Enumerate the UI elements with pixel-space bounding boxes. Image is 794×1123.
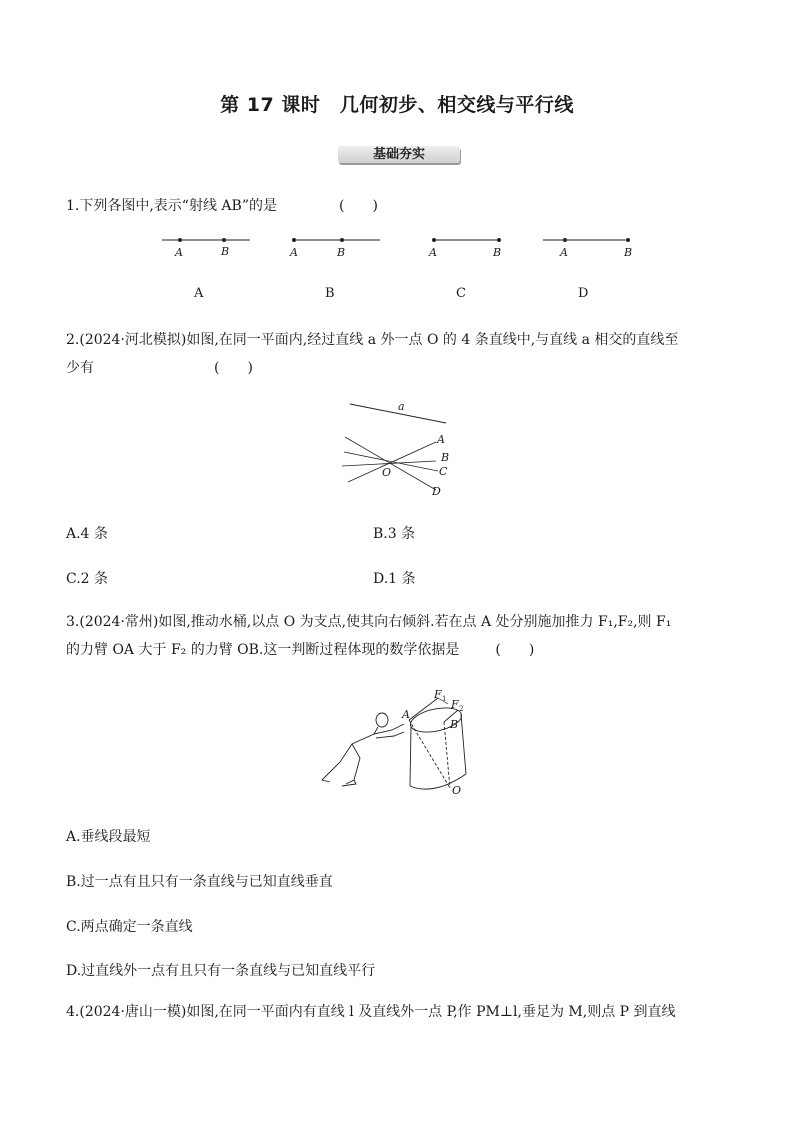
question-1	[66, 192, 378, 220]
question-3-option-d: D.过直线外一点有且只有一条直线与已知直线平行	[66, 963, 376, 979]
figure-1d	[543, 238, 632, 259]
q3-force-f2-subscript: 2	[459, 705, 464, 713]
question-3-answer-paren: ( )	[495, 642, 535, 658]
figure-1b	[289, 238, 380, 259]
q2-point-d: D	[432, 485, 441, 498]
question-3-option-b: B.过一点有且只有一条直线与已知直线垂直	[66, 874, 333, 890]
q2-point-c: C	[439, 465, 448, 478]
section-badge: 基础夯实	[338, 146, 460, 163]
question-2-stem-line2: 少有	[66, 360, 94, 376]
question-3-option-a: A.垂线段最短	[66, 829, 151, 845]
question-2-option-b: B.3 条	[373, 526, 416, 542]
question-1-stem: 1.下列各图中,表示“射线 AB”的是	[66, 198, 277, 214]
question-2-answer-paren: ( )	[214, 360, 253, 376]
q3-point-o: O	[452, 784, 462, 797]
figure-1c-point-b: B	[493, 246, 502, 259]
figure-1c	[428, 238, 501, 259]
q2-line-a-label: a	[398, 400, 405, 413]
q2-point-o: O	[382, 466, 392, 479]
question-1-answer-paren: ( )	[338, 198, 378, 214]
figure-1b-point-b: B	[337, 246, 346, 259]
figure-1c-point-a: A	[429, 246, 437, 259]
q3-force-f2: F	[451, 698, 459, 711]
question-2-option-c: C.2 条	[66, 571, 109, 587]
person-pushing-illustration	[322, 713, 404, 786]
figure-1d-point-b: B	[624, 246, 633, 259]
bucket-illustration	[408, 698, 466, 789]
q3-force-f1: F	[434, 688, 442, 701]
question-2-option-a: A.4 条	[66, 526, 108, 542]
figure-1c-label: C	[456, 286, 466, 301]
question-3-stem-line1: 3.(2024·常州)如图,推动水桶,以点 O 为支点,使其向右倾斜.若在点 A 处分别施加推力 F₁,F₂,则 F₁	[66, 614, 672, 630]
question-3-figure	[312, 684, 482, 802]
question-2	[66, 326, 736, 382]
figure-1a-point-a: A	[175, 246, 183, 259]
q2-point-b: B	[441, 451, 450, 464]
question-2-stem-line1: 2.(2024·河北模拟)如图,在同一平面内,经过直线 a 外一点 O 的 4 条直线中,与直线 a 相交的直线至	[66, 332, 679, 348]
question-3	[66, 608, 736, 664]
page-title: 第 17 课时 几何初步、相交线与平行线	[220, 94, 574, 116]
q2-point-a: A	[437, 433, 445, 446]
question-1-figures	[150, 228, 650, 268]
figure-1a	[162, 238, 250, 259]
figure-1b-label: B	[325, 286, 335, 301]
figure-1a-point-b: B	[221, 245, 230, 258]
q3-point-b: B	[450, 718, 459, 731]
figure-1b-point-a: A	[290, 246, 298, 259]
question-3-option-c: C.两点确定一条直线	[66, 919, 193, 935]
question-3-stem-line2: 的力臂 OA 大于 F₂ 的力臂 OB.这一判断过程体现的数学依据是	[66, 642, 460, 658]
figure-1d-point-a: A	[560, 246, 568, 259]
question-2-figure	[340, 398, 460, 503]
question-4-stem: 4.(2024·唐山一模)如图,在同一平面内有直线 l 及直线外一点 P,作 PM⊥l,垂足为 M,则点 P 到直线	[66, 1004, 676, 1020]
q3-point-a: A	[402, 708, 410, 721]
question-2-option-d: D.1 条	[373, 571, 416, 587]
figure-1d-label: D	[578, 286, 589, 301]
q3-force-f1-subscript: 1	[442, 695, 447, 703]
figure-1a-label: A	[194, 286, 204, 301]
